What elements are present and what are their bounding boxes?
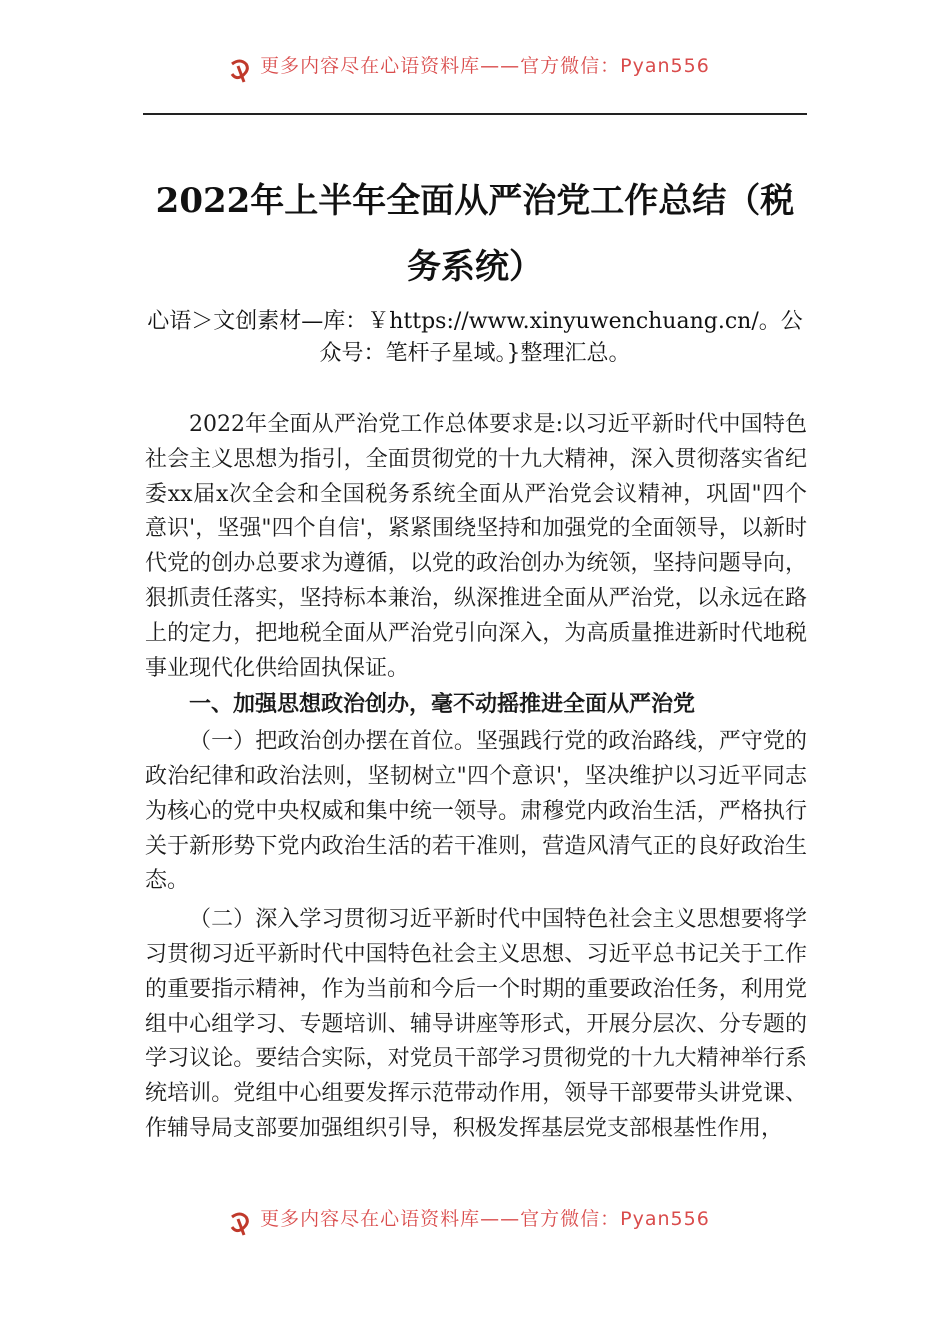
- watermark-footer: [0, 1203, 950, 1243]
- header-rule: [143, 113, 807, 115]
- document-title: 2022年上半年全面从严治党工作总结（税务系统）: [155, 181, 795, 287]
- document-body: [145, 408, 807, 1147]
- intro-paragraph: 2022年全面从严治党工作总体要求是:以习近平新时代中国特色社会主义思想为指引，全面贯彻党的十九大精神，深入贯彻落实省纪委xx届x次全会和全国税务系统全面从严治党会议精神，巩固"四个意识'，坚强"四个自信'，紧紧围绕坚持和加强党的全面领导，以新时代党的创办总要求为遵循，以党的政治创办为统领，坚持问题导向，狠抓责任落实，坚持标本兼治，纵深推进全面从严治党，以永远在路上的定力，把地税全面从严治党引向深入，为高质量推进新时代地税事业现代化供给固执保证。: [145, 412, 807, 681]
- item-paragraph-1: （一）把政治创办摆在首位。坚强践行党的政治路线，严守党的政治纪律和政治法则，坚韧树立"四个意识'，坚决维护以习近平同志为核心的党中央权威和集中统一领导。肃穆党内政治生活，严格执行关于新形势下党内政治生活的若干准则，营造风清气正的良好政治生态。: [145, 729, 807, 894]
- logo-icon: [226, 56, 254, 84]
- logo-icon: [226, 1209, 254, 1237]
- watermark-text: 更多内容尽在心语资料库——官方微信：Pyan556: [260, 1207, 710, 1230]
- item-paragraph-2: （二）深入学习贯彻习近平新时代中国特色社会主义思想要将学习贯彻习近平新时代中国特色社会主义思想、习近平总书记关于工作的重要指示精神，作为当前和今后一个时期的重要政治任务，利用党组中心组学习、专题培训、辅导讲座等形式，开展分层次、分专题的学习议论。要结合实际，对党员干部学习贯彻党的十九大精神举行系统培训。党组中心组要发挥示范带动作用，领导干部要带头讲党课、作辅导局支部要加强组织引导，积极发挥基层党支部根基性作用，: [145, 907, 807, 1141]
- watermark-text: 更多内容尽在心语资料库——官方微信：Pyan556: [260, 54, 710, 77]
- section-heading: 一、加强思想政治创办，毫不动摇推进全面从严治党: [189, 692, 696, 718]
- source-note: 心语＞文创素材—库：￥https://www.xinyuwenchuang.cn/。公众号：笔杆子星域。}整理汇总。: [147, 309, 803, 366]
- watermark-header: [0, 50, 950, 90]
